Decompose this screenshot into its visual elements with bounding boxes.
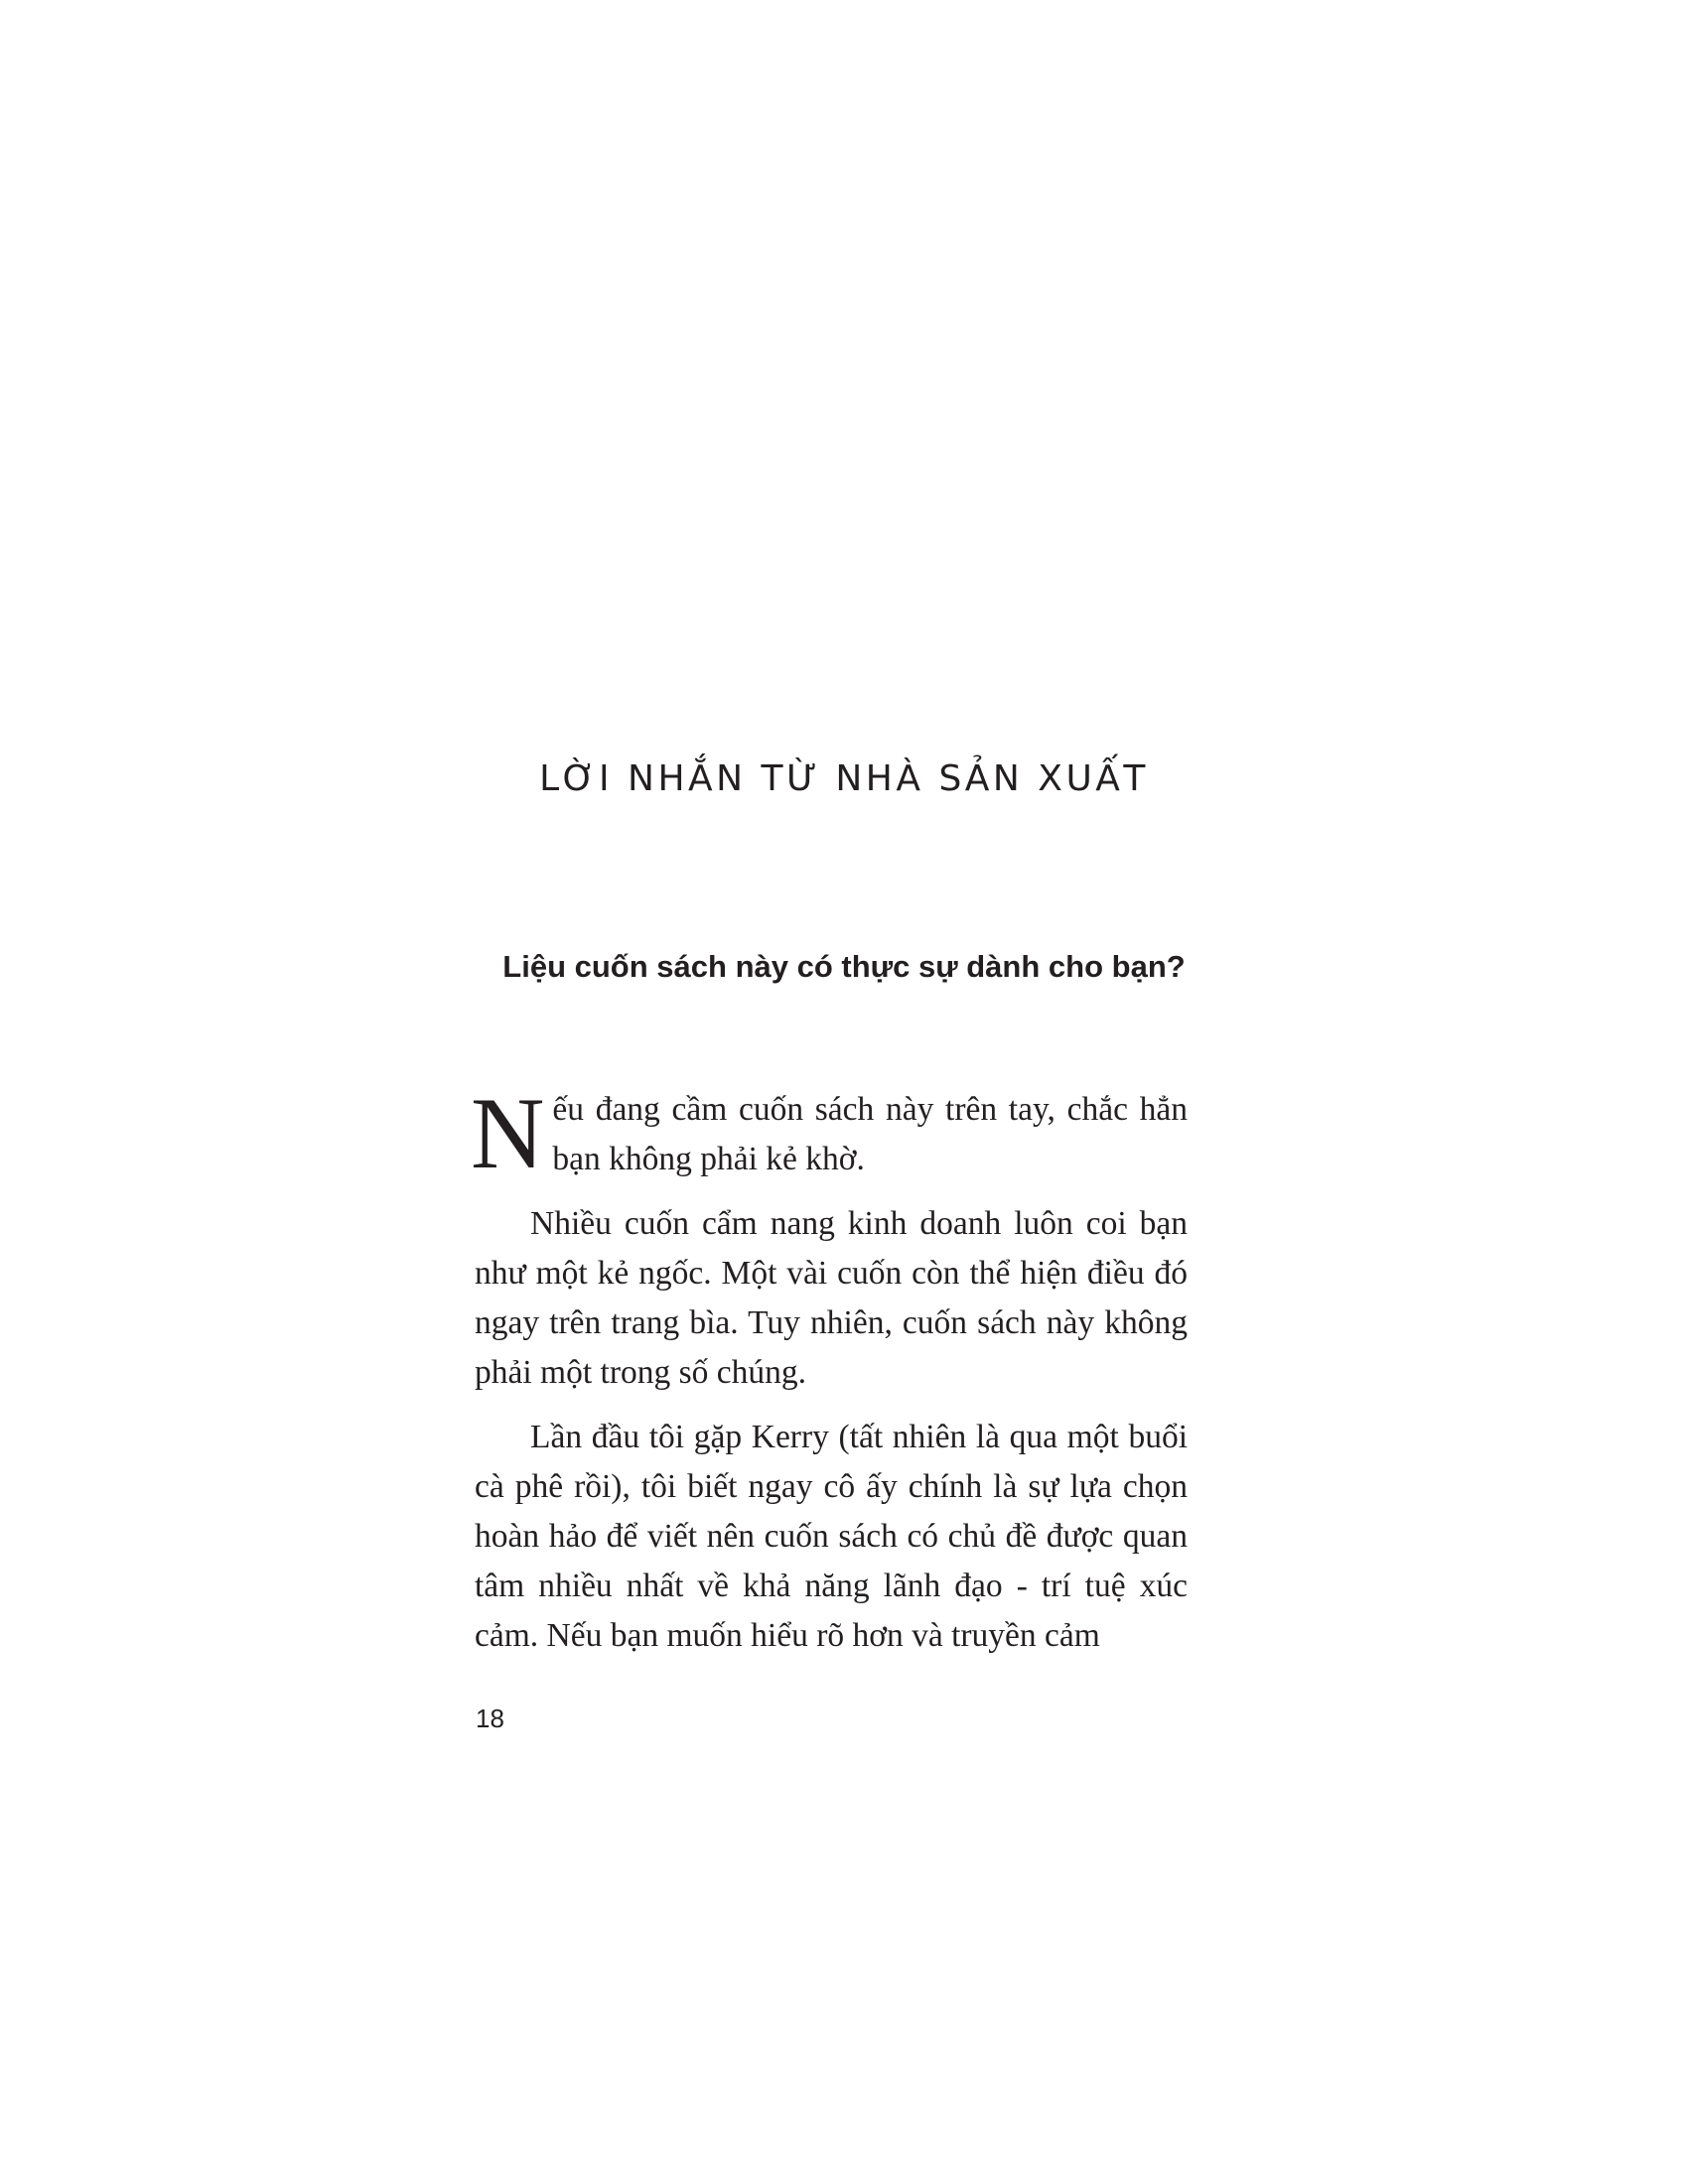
section-heading: Liệu cuốn sách này có thực sự dành cho bạn? — [502, 949, 1186, 984]
drop-cap: N — [471, 1077, 545, 1190]
chapter-title: LỜI NHẮN TỪ NHÀ SẢN XUẤT — [539, 758, 1149, 799]
paragraph-second: Nhiều cuốn cẩm nang kinh doanh luôn coi bạn như một kẻ ngốc. Một vài cuốn còn thể hiện điều đó ngay trên trang bìa. Tuy nhiên, cuốn sách này không phải một trong số chúng. — [475, 1205, 1188, 1391]
paragraph-opening-text: ếu đang cầm cuốn sách này trên tay, chắc hẳn bạn không phải kẻ khờ. — [552, 1091, 1188, 1177]
page-number: 18 — [476, 1704, 504, 1733]
paragraph-opening — [471, 1077, 1188, 1190]
paragraph-third: Lần đầu tôi gặp Kerry (tất nhiên là qua một buổi cà phê rồi), tôi biết ngay cô ấy chính là sự lựa chọn hoàn hảo để viết nên cuốn sách có chủ đề được quan tâm nhiều nhất về khả năng lãnh đạo - trí tuệ xúc cảm. Nếu bạn muốn hiểu rõ hơn và truyền cảm — [475, 1419, 1188, 1654]
body-text — [471, 1077, 1188, 1661]
